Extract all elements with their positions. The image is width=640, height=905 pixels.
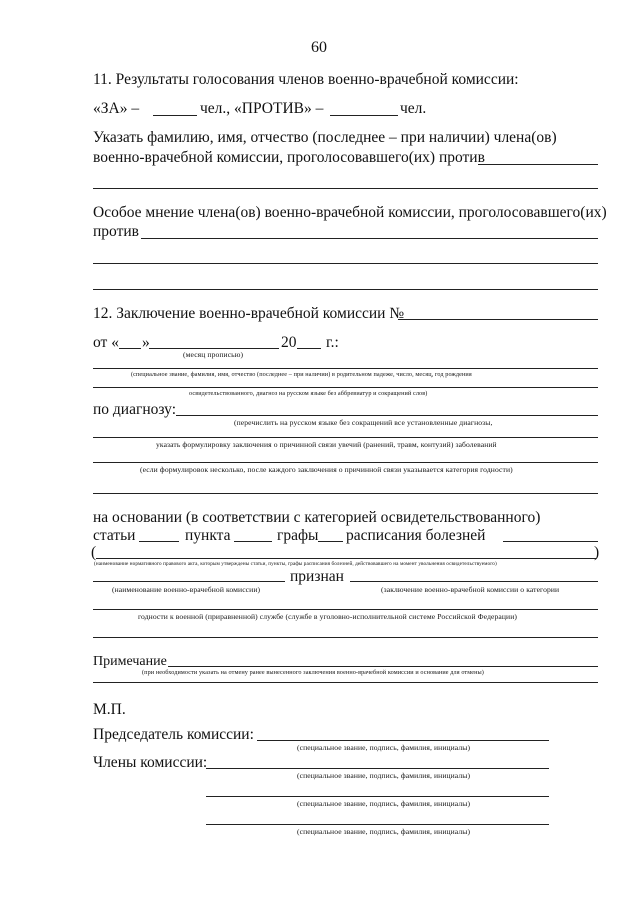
article-field[interactable] <box>139 541 179 542</box>
dissent-field-3[interactable] <box>93 289 598 290</box>
act-paren-close: ) <box>594 544 600 561</box>
diagnosis-field-4[interactable] <box>93 493 598 494</box>
note-field[interactable] <box>168 666 598 667</box>
date-day-field[interactable] <box>119 348 141 349</box>
diagnosis-field-3[interactable] <box>93 462 598 463</box>
conclusion-number-field[interactable] <box>398 319 598 320</box>
date-g-label: г.: <box>326 334 339 351</box>
date-year-prefix: 20 <box>281 334 297 351</box>
basis-line1: на основании (в соответствии с категорией освидетельствованного) <box>93 509 541 526</box>
vote-za-field[interactable] <box>153 115 197 116</box>
hint-act: (наименование нормативного правового акта, которым утверждены статьи, пункты, графы расписания болезней, действовавшего на момент увольнения освидетельствуемого) <box>94 561 497 567</box>
dissent-line2: против <box>93 223 139 240</box>
vote-protiv-unit: чел. <box>400 100 427 117</box>
hint-diagnoses: (перечислить на русском языке без сокращений все установленные диагнозы, <box>234 418 493 427</box>
date-quote-close: » <box>142 334 150 351</box>
vvk-name-field[interactable] <box>93 581 285 582</box>
act-field[interactable] <box>96 558 596 559</box>
note-label: Примечание <box>93 654 167 669</box>
against-names-field-2[interactable] <box>93 188 598 189</box>
vote-za-label: «ЗА» – <box>93 100 140 117</box>
chair-label: Председатель комиссии: <box>93 726 254 743</box>
hint-member-signature-1: (специальное звание, подпись, фамилия, инициалы) <box>297 771 471 780</box>
chair-signature-field[interactable] <box>257 740 549 741</box>
vote-protiv-field[interactable] <box>330 115 398 116</box>
schedule-label: расписания болезней <box>346 527 486 544</box>
hint-multiple: (если формулировок несколько, после каждого заключения о причинной связи указывается категория годности) <box>140 465 513 474</box>
diagnosis-label: по диагнозу: <box>93 401 177 418</box>
hint-note: (при необходимости указать на отмену ранее вынесенного заключения военно-врачебной комиссии и основание для отмены) <box>142 669 484 676</box>
section-12-title: 12. Заключение военно-врачебной комиссии № <box>93 305 405 322</box>
fitness-field-2[interactable] <box>93 637 598 638</box>
member-signature-field-3[interactable] <box>206 824 549 825</box>
hint-vvk-name: (наименование военно-врачебной комиссии) <box>112 585 261 594</box>
hint-fitness: годности к военной (приравненной) службе (службе в уголовно-исполнительной системе Российской Федерации) <box>138 612 518 621</box>
note-field-2[interactable] <box>93 682 598 683</box>
hint-member-signature-3: (специальное звание, подпись, фамилия, инициалы) <box>297 827 471 836</box>
person-field[interactable] <box>93 368 598 369</box>
hint-member-signature-2: (специальное звание, подпись, фамилия, инициалы) <box>297 799 471 808</box>
members-label: Члены комиссии: <box>93 754 208 771</box>
member-signature-field-2[interactable] <box>206 796 549 797</box>
date-month-field[interactable] <box>149 348 279 349</box>
dissent-field-2[interactable] <box>93 263 598 264</box>
schedule-field[interactable] <box>503 541 598 542</box>
person-field-2[interactable] <box>93 387 598 388</box>
diagnosis-field-2[interactable] <box>93 437 598 438</box>
category-field[interactable] <box>350 581 598 582</box>
date-year-field[interactable] <box>297 348 321 349</box>
date-ot-label: от « <box>93 334 119 351</box>
vote-protiv-label: чел., «ПРОТИВ» – <box>200 100 324 117</box>
hint-category: (заключение военно-врачебной комиссии о категории <box>381 585 560 594</box>
page-number: 60 <box>311 39 327 56</box>
against-names-field[interactable] <box>478 164 598 165</box>
member-signature-field-1[interactable] <box>206 768 549 769</box>
dissent-line1: Особое мнение члена(ов) военно-врачебной комиссии, проголосовавшего(их) <box>93 204 607 221</box>
hint-month: (месяц прописью) <box>183 350 244 359</box>
dissent-field[interactable] <box>141 238 598 239</box>
priznan-label: признан <box>290 568 344 585</box>
hint-person-2: освидетельствованного, диагноз на русском языке без аббревиатур и сокращений слов) <box>189 390 428 397</box>
hint-chair-signature: (специальное звание, подпись, фамилия, инициалы) <box>297 743 471 752</box>
stamp-label: М.П. <box>93 701 126 718</box>
point-label: пункта <box>185 527 231 544</box>
section-11-title: 11. Результаты голосования членов военно-врачебной комиссии: <box>93 71 519 88</box>
hint-person: (специальное звание, фамилия, имя, отчество (последнее – при наличии) в родительном падеже, число, месяц, год рождения <box>131 371 472 378</box>
against-instruction-line1: Указать фамилию, имя, отчество (последнее – при наличии) члена(ов) <box>93 129 557 146</box>
column-field[interactable] <box>318 541 343 542</box>
column-label: графы <box>277 527 319 544</box>
act-paren-open: ( <box>91 544 97 561</box>
article-label: статьи <box>93 527 136 544</box>
hint-formulation: указать формулировку заключения о причинной связи увечий (ранений, травм, контузий) заболеваний <box>156 440 497 449</box>
point-field[interactable] <box>234 541 272 542</box>
diagnosis-field[interactable] <box>176 415 598 416</box>
against-instruction-line2: военно-врачебной комиссии, проголосовавшего(их) против <box>93 149 485 166</box>
fitness-field[interactable] <box>93 609 598 610</box>
